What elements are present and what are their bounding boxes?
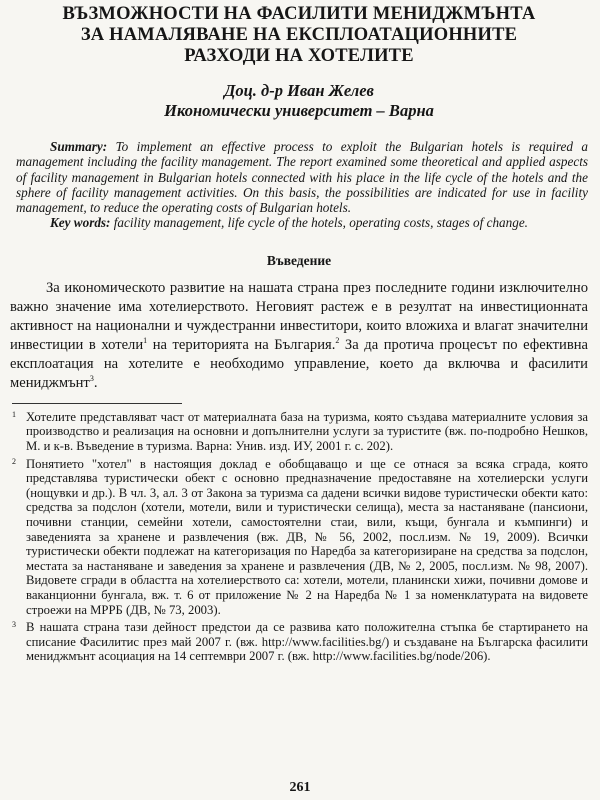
title-line-2: ЗА НАМАЛЯВАНЕ НА ЕКСПЛОАТАЦИОННИТЕ — [80, 25, 518, 45]
summary-label: Summary: — [50, 139, 108, 154]
footnote-ref-1: 1 — [143, 335, 148, 345]
intro-text-part-1: За икономическото развитие на нашата страна през последните години изключително важно значение има хотелиерството. Неговият растеж е в резултат на инвестиционната активност на национални и чуждестранни инвеститори, които вложиха и влагат значителни инвестиции в хотели — [10, 279, 588, 353]
footnote-2 — [10, 457, 588, 618]
author-affiliation: Икономически университет – Варна — [164, 101, 434, 120]
keywords-text: facility management, life cycle of the hotels, operating costs, stages of change. — [113, 215, 528, 231]
footnote-ref-2: 2 — [335, 335, 340, 345]
title-line-1: ВЪЗМОЖНОСТИ НА ФАСИЛИТИ МЕНИДЖМЪНТА — [62, 4, 536, 24]
keywords-label: Key words: — [50, 215, 111, 231]
footnote-text: В нашата страна тази дейност предстои да се развива като положителна стъпка бе стартирането на списание Фасилитис през май 2007 г. (вж. http://www.facilities.bg/) и създаване на Българска фасилити мениджмънт асоциация на 14 септември 2007 г. (вж. http://www.facilities.bg/node/206). — [26, 620, 588, 664]
intro-text-part-3: За да протича процесът по ефективна експлоатация на хотелите е необходимо управление, което да включва и фасилити мениджмънт — [10, 336, 589, 391]
footnote-ref-3: 3 — [89, 373, 94, 383]
section-heading-introduction: Въведение — [266, 252, 332, 268]
footnotes — [10, 410, 588, 664]
author-name: Доц. д-р Иван Желев — [224, 81, 374, 100]
summary-text: To implement an effective process to exploit the Bulgarian hotels is required a management including the facility management. The report examined some theoretical and applied aspects of facility management in Bulgarian hotels connected with his place in the life cycle of the hotels and the sphere of facility management activities. On this basis, the possibilities are indicated for use in facility management, to reduce the operating costs of Bulgarian hotels. — [16, 139, 589, 216]
footnote-number: 2 — [12, 456, 16, 466]
introduction-paragraph — [10, 279, 588, 393]
paper-title — [10, 4, 588, 67]
footnote-number: 3 — [12, 620, 16, 630]
footnote-3 — [10, 620, 588, 664]
footnote-number: 1 — [12, 409, 16, 419]
footnote-text: Понятието "хотел" в настоящия доклад е обобщаващо и ще се отнася за всяка сграда, която представлява туристически обект с основно предназначение предоставяне на хотелиерски услуги (нощувки и др.). В чл. 3, ал. 3 от Закона за туризма са дадени всички видове туристически обекти като: средства за подслон (хотели, мотели, вили и туристически селища), места за настаняване (пансиони, почивни станции, семейни хотели, самостоятелни стаи, вили, къщи, бунгала и къмпинги) и заведенията за хранене и развлечения (вж. ДВ, № 56, 2002, посл.изм. № 19, 2009). Всички туристически обекти подлежат на категоризация по Наредба за категоризиране на средства за подслон, местата за настаняване и заведения за хранене и развлечения (ДВ, № 2, 2005, посл.изм. № 98, 2007). Видовете сгради в областта на хотелиерството са: хотели, мотели, планински хижи, почивни домове и ваканционни бунгала, вж. т. 6 от приложение № 2 на Наредба № 1 за номенклатурата на видовете строежи на МРРБ (ДВ, № 73, 2003). — [26, 456, 588, 617]
footnote-1 — [10, 410, 588, 454]
summary-paragraph — [16, 139, 588, 215]
footnote-separator — [12, 403, 182, 404]
keywords-paragraph — [16, 215, 588, 230]
intro-text-part-2: на територията на България. — [147, 336, 336, 353]
page-number: 261 — [289, 780, 311, 795]
title-line-3: РАЗХОДИ НА ХОТЕЛИТЕ — [184, 46, 414, 66]
intro-text-part-4: . — [93, 374, 98, 391]
footnote-text: Хотелите представляват част от материалната база на туризма, която създава материалните условия за производство и реализация на основни и допълнителни услуги за туристите (вж. по-подробно Нешков, М. и к-в. Въведение в туризма. Варна: Унив. изд. ИУ, 2001 г. с. 202). — [26, 409, 588, 453]
summary-block — [10, 139, 588, 231]
introduction-body — [10, 279, 588, 393]
